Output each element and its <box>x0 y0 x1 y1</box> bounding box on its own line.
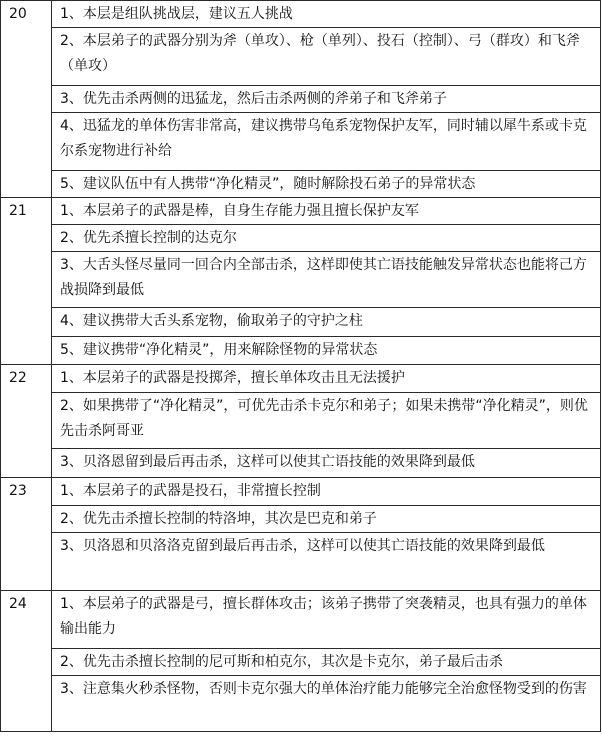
floor-number: 24 <box>1 591 52 732</box>
tip-text: 5、建议携带“净化精灵”，用来解除怪物的异常状态 <box>52 337 601 365</box>
floor-guide-body <box>1 1 601 732</box>
tip-text: 4、迅猛龙的单体伤害非常高，建议携带乌龟系宠物保护友军，同时辅以犀牛系或卡克尔系宠物进行补给 <box>52 113 601 171</box>
tip-row <box>1 113 601 171</box>
tip-row <box>1 28 601 86</box>
tip-text: 2、优先击杀擅长控制的尼可斯和柏克尔，其次是卡克尔，弟子最后击杀 <box>52 649 601 676</box>
tip-text: 4、建议携带大舌头系宠物，偷取弟子的守护之柱 <box>52 308 601 337</box>
tip-row <box>1 506 601 533</box>
tip-text: 2、本层弟子的武器分别为斧（单攻）、枪（单列）、投石（控制）、弓（群攻）和飞斧（单攻） <box>52 28 601 86</box>
tip-row <box>1 591 601 649</box>
tip-row <box>1 252 601 308</box>
tip-row <box>1 1 601 28</box>
floor-number: 23 <box>1 478 52 591</box>
tip-row <box>1 225 601 252</box>
tip-text: 3、注意集火秒杀怪物，否则卡克尔强大的单体治疗能力能够完全治愈怪物受到的伤害 <box>52 676 601 732</box>
tip-row <box>1 478 601 506</box>
tip-row <box>1 393 601 449</box>
tip-text: 1、本层弟子的武器是投石，非常擅长控制 <box>52 478 601 506</box>
tip-text: 3、贝洛恩和贝洛洛克留到最后再击杀，这样可以使其亡语技能的效果降到最低 <box>52 533 601 591</box>
tip-text: 1、本层是组队挑战层，建议五人挑战 <box>52 1 601 28</box>
tip-text: 1、本层弟子的武器是棒，自身生存能力强且擅长保护友军 <box>52 198 601 225</box>
tip-row <box>1 449 601 478</box>
floor-number: 20 <box>1 1 52 198</box>
tip-text: 2、优先击杀擅长控制的特洛坤，其次是巴克和弟子 <box>52 506 601 533</box>
floor-number: 22 <box>1 365 52 478</box>
tip-text: 2、优先杀擅长控制的达克尔 <box>52 225 601 252</box>
tip-text: 2、如果携带了“净化精灵”，可优先击杀卡克尔和弟子；如果未携带“净化精灵”，则优先击杀阿哥亚 <box>52 393 601 449</box>
floor-number: 21 <box>1 198 52 365</box>
tip-text: 1、本层弟子的武器是投掷斧，擅长单体攻击且无法援护 <box>52 365 601 393</box>
tip-row <box>1 676 601 732</box>
tip-text: 1、本层弟子的武器是弓，擅长群体攻击；该弟子携带了突袭精灵，也具有强力的单体输出能力 <box>52 591 601 649</box>
tip-text: 3、优先击杀两侧的迅猛龙，然后击杀两侧的斧弟子和飞斧弟子 <box>52 86 601 113</box>
tip-text: 5、建议队伍中有人携带“净化精灵”，随时解除投石弟子的异常状态 <box>52 171 601 198</box>
tip-text: 3、大舌头怪尽量同一回合内全部击杀，这样即使其亡语技能触发异常状态也能将己方战损降到最低 <box>52 252 601 308</box>
tip-text: 3、贝洛恩留到最后再击杀，这样可以使其亡语技能的效果降到最低 <box>52 449 601 478</box>
tip-row <box>1 86 601 113</box>
tip-row <box>1 171 601 198</box>
tip-row <box>1 533 601 591</box>
tip-row <box>1 337 601 365</box>
tip-row <box>1 649 601 676</box>
tip-row <box>1 308 601 337</box>
tip-row <box>1 365 601 393</box>
tip-row <box>1 198 601 225</box>
